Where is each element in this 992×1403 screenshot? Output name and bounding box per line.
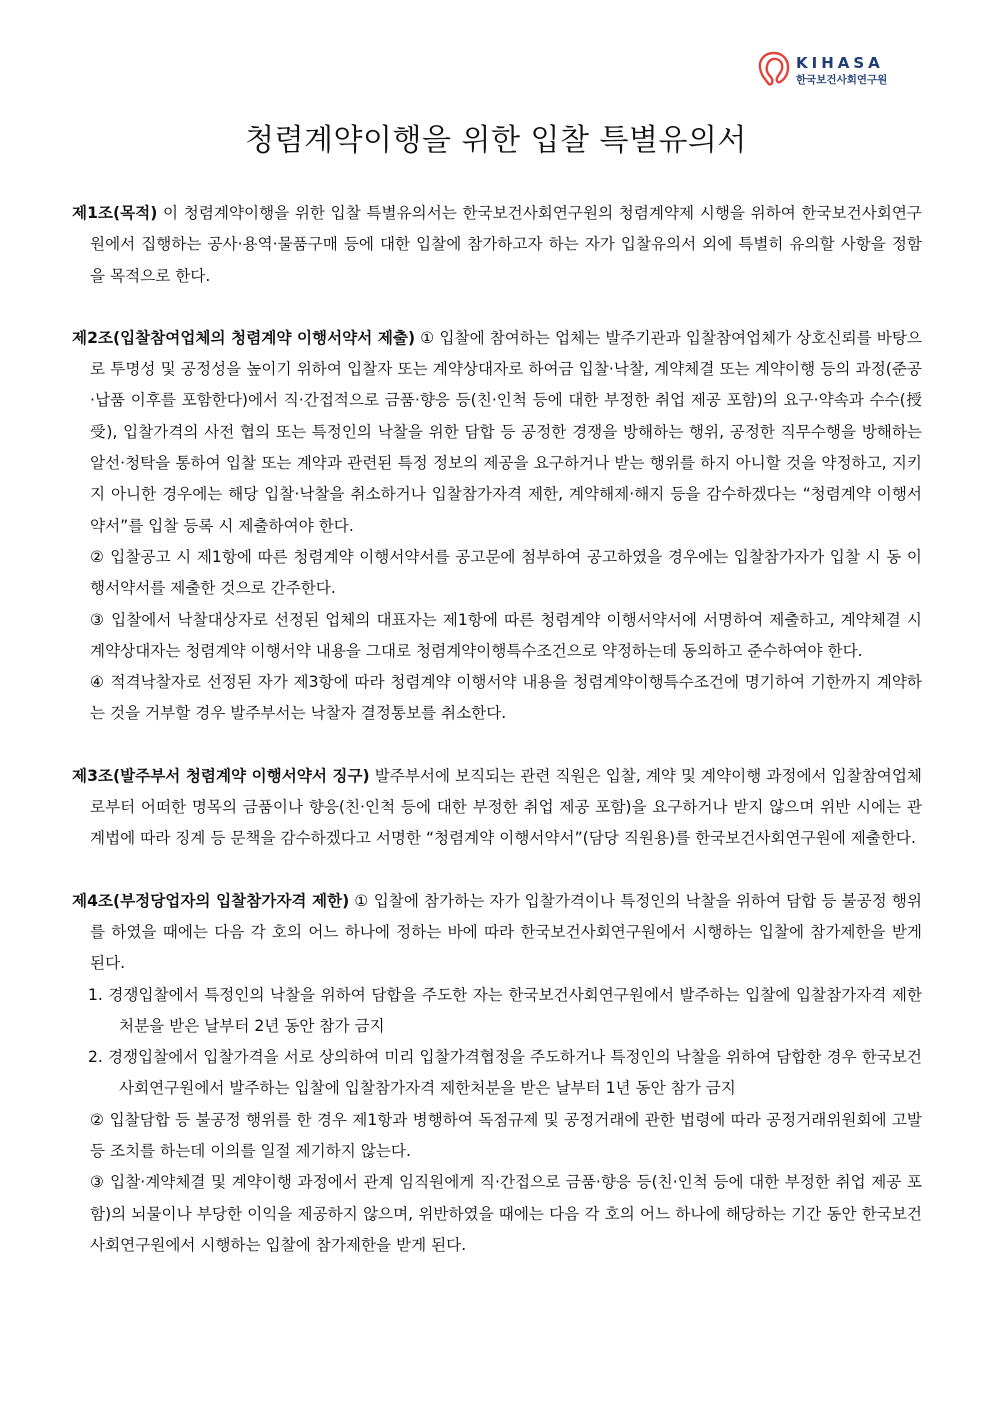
article-4-item-2: 2. 경쟁입찰에서 입찰가격을 서로 상의하여 미리 입찰가격협정을 주도하거나 특정인의 낙찰을 위하여 담합한 경우 한국보건사회연구원에서 발주하는 입찰에 입찰참가자격 제한처분을 받은 날부터 1년 동안 참가 금지: [88, 1048, 922, 1098]
article-4: [72, 886, 922, 1262]
kihasa-logo-mark-icon: [756, 50, 792, 88]
article-2: [72, 323, 922, 730]
article-1-first-paragraph: [72, 198, 922, 292]
article-4-first-paragraph: [72, 886, 922, 980]
article-3-heading: 제3조(발주부서 청렴계약 이행서약서 징구): [72, 766, 370, 785]
article-4-paragraph-3: ③ 입찰·계약체결 및 계약이행 과정에서 관계 임직원에게 직·간접으로 금품·향응 등(친·인척 등에 대한 부정한 취업 제공 포함)의 뇌물이나 부당한 이익을 제공하지 않으며, 위반하였을 때에는 다음 각 호의 어느 하나에 해당하는 기간 동안 한국보건사회연구원에서 시행하는 입찰에 참가제한을 받게 된다.: [90, 1173, 922, 1254]
article-1: [72, 198, 922, 292]
article-2-paragraph-2: ② 입찰공고 시 제1항에 따른 청렴계약 이행서약서를 공고문에 첨부하여 공고하였을 경우에는 입찰참가자가 입찰 시 동 이행서약서를 제출한 것으로 간주한다.: [90, 547, 922, 598]
article-3-first-paragraph: [72, 761, 922, 855]
article-4-paragraph-2: ② 입찰담합 등 불공정 행위를 한 경우 제1항과 병행하여 독점규제 및 공정거래에 관한 법령에 따라 공정거래위원회에 고발 등 조치를 하는데 이의를 일절 제기하지 않는다.: [90, 1110, 922, 1161]
article-4-heading: 제4조(부정당업자의 입찰참가자격 제한): [72, 891, 350, 910]
article-4-lead: ① 입찰에 참가하는 자가 입찰가격이나 특정인의 낙찰을 위하여 담합 등 불공정 행위를 하였을 때에는 다음 각 호의 어느 하나에 정하는 바에 따라 한국보건사회연구원에서 시행하는 입찰에 참가제한을 받게 된다.: [90, 891, 922, 973]
article-2-paragraph-4: ④ 적격낙찰자로 선정된 자가 제3항에 따라 청렴계약 이행서약 내용을 청렴계약이행특수조건에 명기하여 기한까지 계약하는 것을 거부할 경우 발주부서는 낙찰자 결정통보를 취소한다.: [90, 673, 922, 723]
article-2-lead: ① 입찰에 참여하는 업체는 발주기관과 입찰참여업체가 상호신뢰를 바탕으로 투명성 및 공정성을 높이기 위하여 입찰자 또는 계약상대자로 하여금 입찰·낙찰, 계약체결 또는 계약이행 등의 과정(준공·납품 이후를 포함한다)에서 직·간접적으로 금품·향응 등(친·인척 등에 대한 부정한 취업 제공 포함)의 요구·약속과 수수(授受), 입찰가격의 사전 협의 또는 특정인의 낙찰을 위한 담합 등 공정한 경쟁을 방해하는 행위, 공정한 직무수행을 방해하는 알선·청탁을 통하여 입찰 또는 계약과 관련된 특정 정보의 제공을 요구하거나 받는 행위를 하지 아니할 것을 약정하고, 지키지 아니한 경우에는 해당 입찰·낙찰을 취소하거나 입찰참가자격 제한, 계약해제·해지 등을 감수하겠다는 “청렴계약 이행서약서”를 입찰 등록 시 제출하여야 한다.: [90, 328, 922, 535]
article-3: [72, 761, 922, 855]
kihasa-logo: [756, 50, 916, 90]
document-title: 청렴계약이행을 위한 입찰 특별유의서: [245, 123, 747, 158]
document-body: [72, 198, 922, 1261]
logo-text-ko: 한국보건사회연구원: [796, 74, 888, 86]
article-1-lead: 이 청렴계약이행을 위한 입찰 특별유의서는 한국보건사회연구원의 청렴계약제 시행을 위하여 한국보건사회연구원에서 집행하는 공사·용역·물품구매 등에 대한 입찰에 참가하고자 하는 자가 입찰유의서 외에 특별히 유의할 사항을 정함을 목적으로 한다.: [90, 204, 922, 285]
article-2-first-paragraph: [72, 323, 922, 542]
article-4-item-1: 1. 경쟁입찰에서 특정인의 낙찰을 위하여 담합을 주도한 자는 한국보건사회연구원에서 발주하는 입찰에 입찰참가자격 제한처분을 받은 날부터 2년 동안 참가 금지: [88, 985, 922, 1035]
article-1-heading: 제1조(목적): [72, 204, 158, 222]
article-2-heading: 제2조(입찰참여업체의 청렴계약 이행서약서 제출): [72, 328, 416, 347]
article-2-paragraph-3: ③ 입찰에서 낙찰대상자로 선정된 업체의 대표자는 제1항에 따른 청렴계약 이행서약서에 서명하여 제출하고, 계약체결 시 계약상대자는 청렴계약 이행서약 내용을 그대로 청렴계약이행특수조건으로 약정하는데 동의하고 준수하여야 한다.: [90, 610, 922, 660]
article-3-lead: 발주부서에 보직되는 관련 직원은 입찰, 계약 및 계약이행 과정에서 입찰참여업체로부터 어떠한 명목의 금품이나 향응(친·인척 등에 대한 부정한 취업 제공 포함)을 요구하거나 받지 않으며 위반 시에는 관계법에 따라 징계 등 문책을 감수하겠다고 서명한 “청렴계약 이행서약서”(담당 직원용)를 한국보건사회연구원에 제출한다.: [90, 766, 922, 848]
logo-text-en: KIHASA: [796, 54, 884, 72]
